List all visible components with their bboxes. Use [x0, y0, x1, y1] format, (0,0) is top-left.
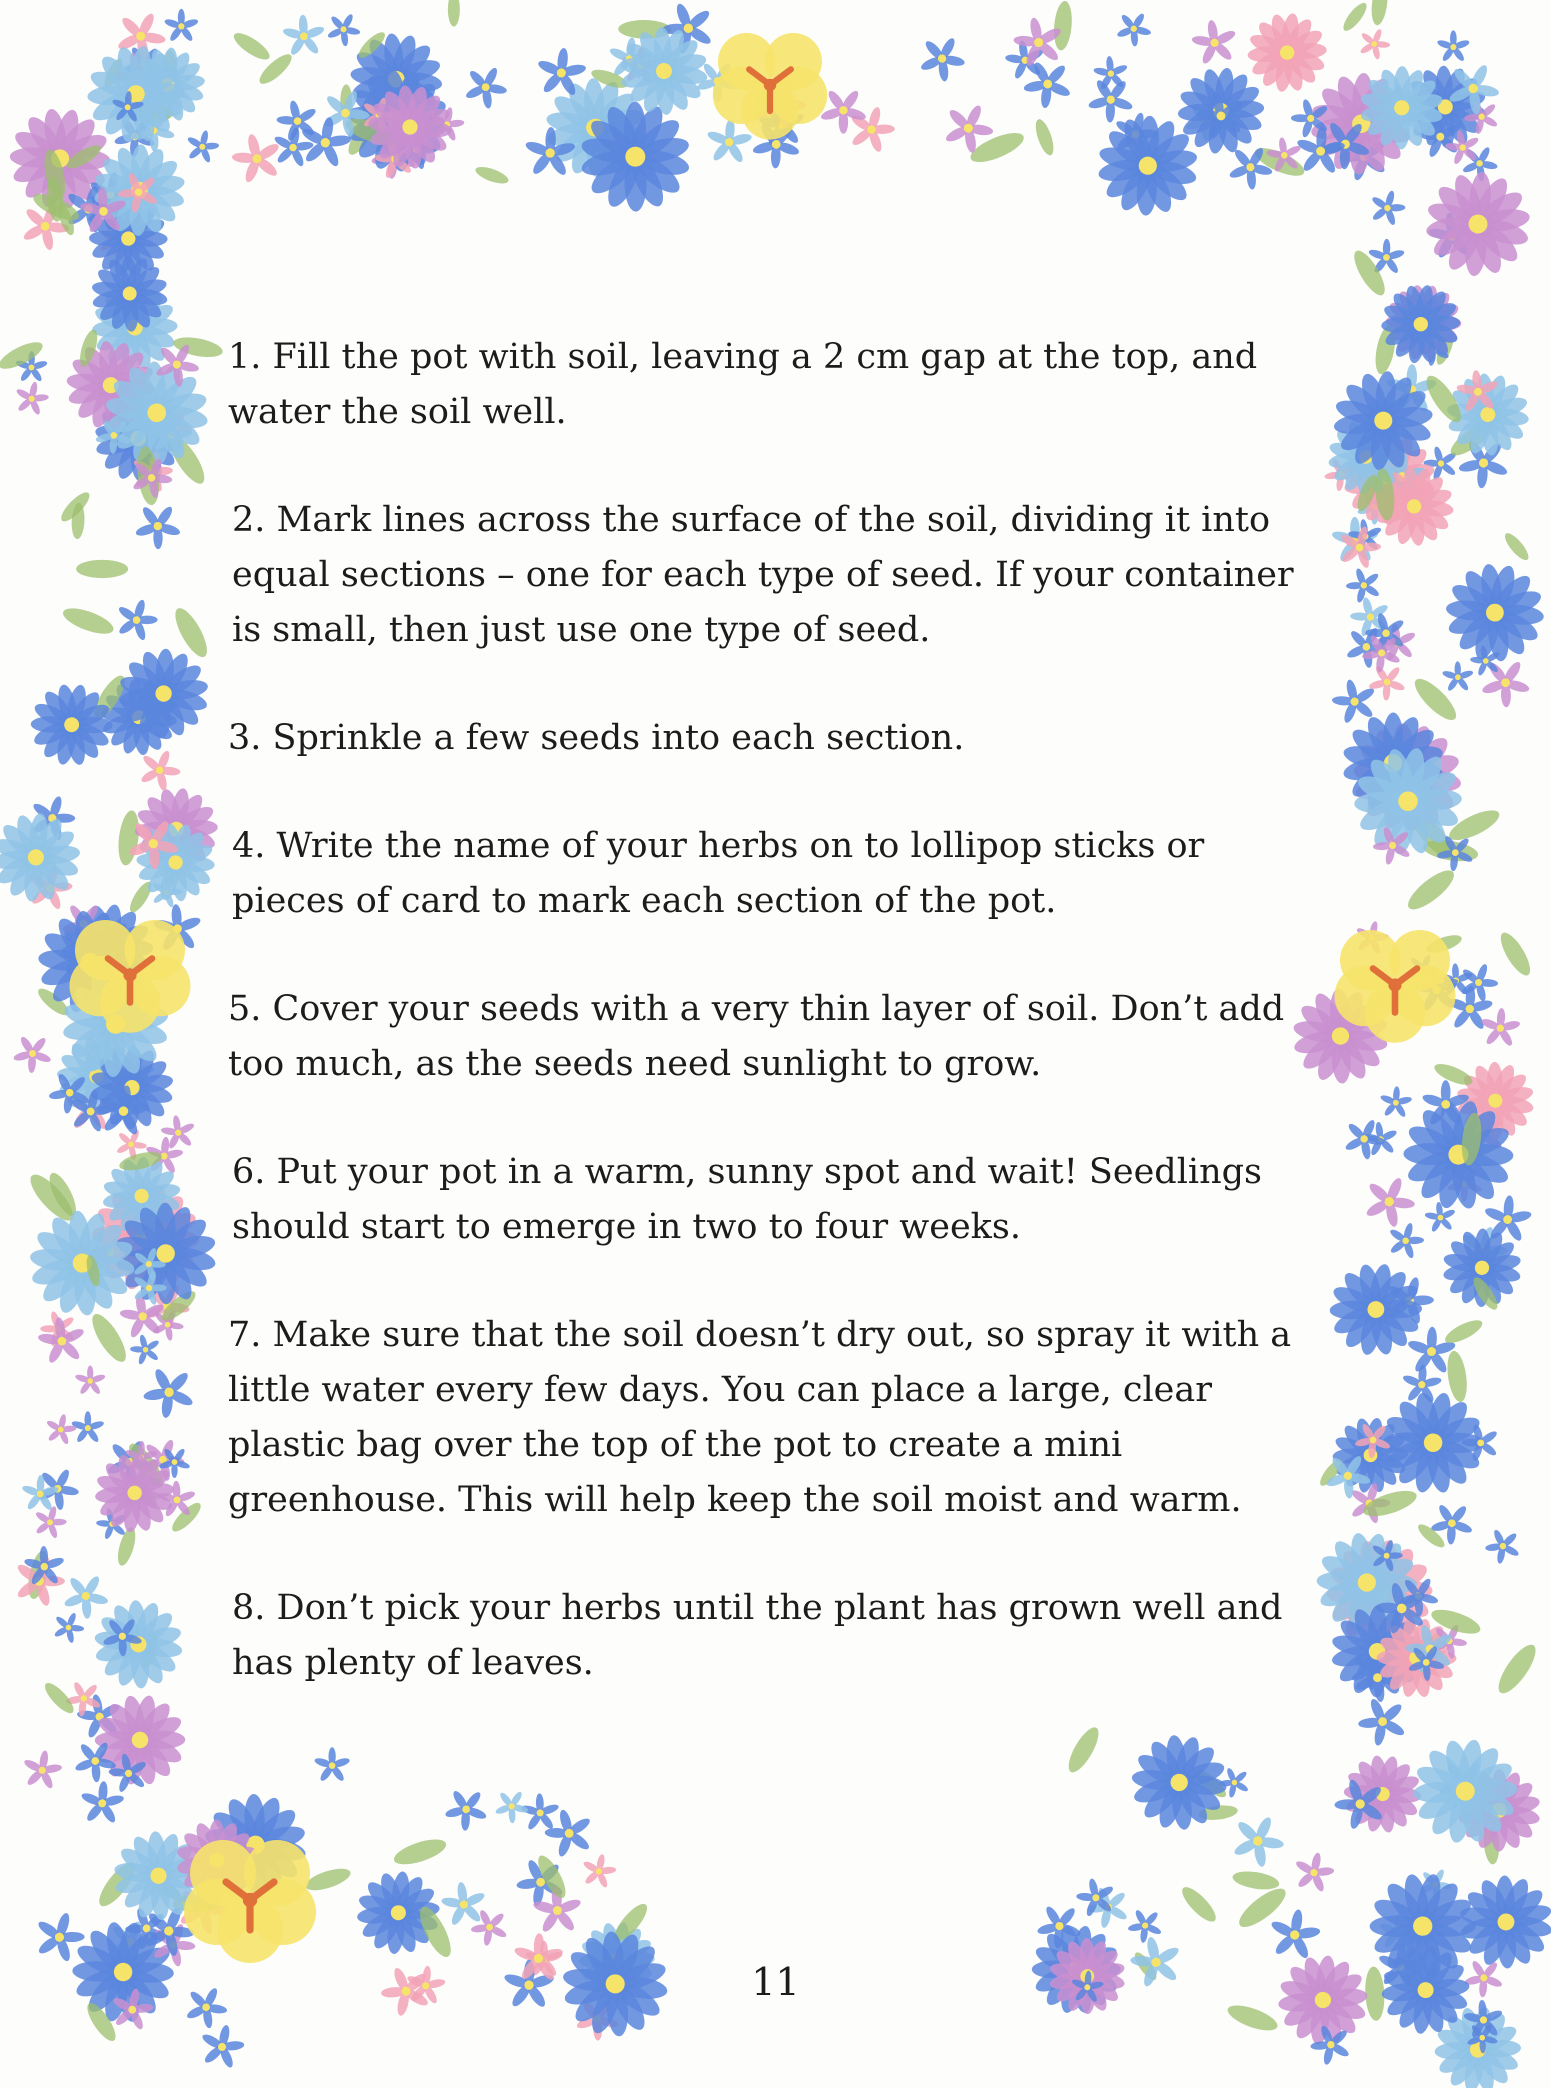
leaf-icon: [1495, 929, 1535, 980]
flower-icon: [1223, 1806, 1293, 1874]
flower-icon: [339, 1854, 457, 1972]
flower-icon: [309, 1742, 354, 1788]
flower-icon: [107, 591, 165, 649]
step-3: 3. Sprinkle a few seeds into each section.: [228, 718, 965, 758]
step-8: 8. Don’t pick your herbs until the plant has grown well and has plenty of leaves.: [232, 1588, 1283, 1683]
leaf-icon: [60, 603, 116, 639]
flower-icon: [181, 126, 225, 169]
leaf-icon: [1340, 0, 1371, 34]
step-6: 6. Put your pot in a warm, sunny spot and wait! Seedlings should start to emerge in two to four weeks.: [232, 1152, 1262, 1247]
flower-icon: [193, 2019, 252, 2077]
flower-icon: [1374, 1081, 1419, 1125]
flower-icon: [160, 4, 203, 48]
flower-icon: [34, 1314, 89, 1367]
step-1: 1. Fill the pot with soil, leaving a 2 cm gap at the top, and water the soil well.: [228, 337, 1258, 432]
flower-icon: [437, 1779, 497, 1838]
flower-icon: [1126, 1907, 1165, 1944]
flower-icon: [281, 14, 327, 58]
leaf-icon: [1369, 0, 1389, 26]
flower-icon: [1439, 657, 1479, 698]
page-number: 11: [751, 1960, 800, 2004]
leaf-icon: [86, 1309, 132, 1366]
flower-icon: [1114, 7, 1156, 50]
flower-icon: [45, 1412, 78, 1447]
flower-icon: [139, 1362, 197, 1422]
step-4: 4. Write the name of your herbs on to lollipop sticks or pieces of card to mark each section of the pot.: [232, 826, 1205, 921]
flower-icon: [438, 1879, 490, 1929]
flower-icon: [578, 1851, 619, 1891]
leaf-icon: [391, 1834, 449, 1869]
step-2: 2. Mark lines across the surface of the soil, dividing it into equal sections – one for each type of seed. If your container is small, then just use one type of seed.: [232, 500, 1294, 650]
flower-icon: [1442, 559, 1548, 667]
flower-icon: [1479, 1007, 1522, 1049]
leaf-icon: [76, 560, 128, 578]
leaf-icon: [1052, 0, 1074, 51]
leaf-icon: [1403, 864, 1460, 915]
leaf-icon: [1445, 1350, 1470, 1404]
flower-icon: [1183, 13, 1245, 74]
flower-icon: [1285, 1845, 1342, 1902]
flower-icon: [1353, 1694, 1411, 1750]
leaf-icon: [230, 29, 273, 65]
step-7: 7. Make sure that the soil doesn’t dry out, so spray it with a little water every few days. You can place a large, clear plastic bag over the top of the pot to create a mini greenhouse. This will help keep the soil moist and warm.: [228, 1315, 1292, 1520]
step-5: 5. Cover your seeds with a very thin layer of soil. Don’t add too much, as the seeds need sunlight to grow.: [228, 989, 1285, 1084]
leaf-icon: [1492, 1640, 1542, 1699]
flower-icon: [1430, 25, 1476, 71]
leaf-icon: [1225, 2000, 1281, 2035]
flower-icon: [1365, 186, 1411, 231]
pansy-icon: [184, 1840, 316, 1963]
instructions-list: [228, 330, 1308, 1744]
leaf-icon: [1442, 1316, 1485, 1348]
flower-icon: [126, 494, 190, 557]
leaf-icon: [1177, 1882, 1220, 1926]
flower-icon: [1388, 1222, 1425, 1260]
leaf-icon: [1445, 805, 1503, 846]
flower-icon: [15, 1743, 67, 1796]
leaf-icon: [448, 0, 460, 27]
flower-icon: [230, 132, 282, 186]
flower-icon: [88, 1593, 189, 1696]
flower-icon: [325, 12, 363, 49]
flower-icon: [12, 1034, 53, 1073]
flower-icon: [455, 56, 515, 116]
flower-icon: [129, 1333, 160, 1366]
leaf-icon: [303, 1864, 353, 1894]
flower-icon: [1352, 22, 1396, 66]
flower-icon: [909, 26, 973, 90]
flower-icon: [7, 375, 55, 423]
leaf-icon: [1501, 530, 1532, 563]
leaf-icon: [473, 164, 510, 187]
flower-icon: [1479, 1521, 1528, 1571]
flower-icon: [74, 1365, 106, 1395]
leaf-icon: [169, 604, 212, 661]
flower-icon: [47, 1606, 89, 1649]
leaf-icon: [1032, 117, 1057, 157]
leaf-icon: [1231, 1869, 1280, 1893]
